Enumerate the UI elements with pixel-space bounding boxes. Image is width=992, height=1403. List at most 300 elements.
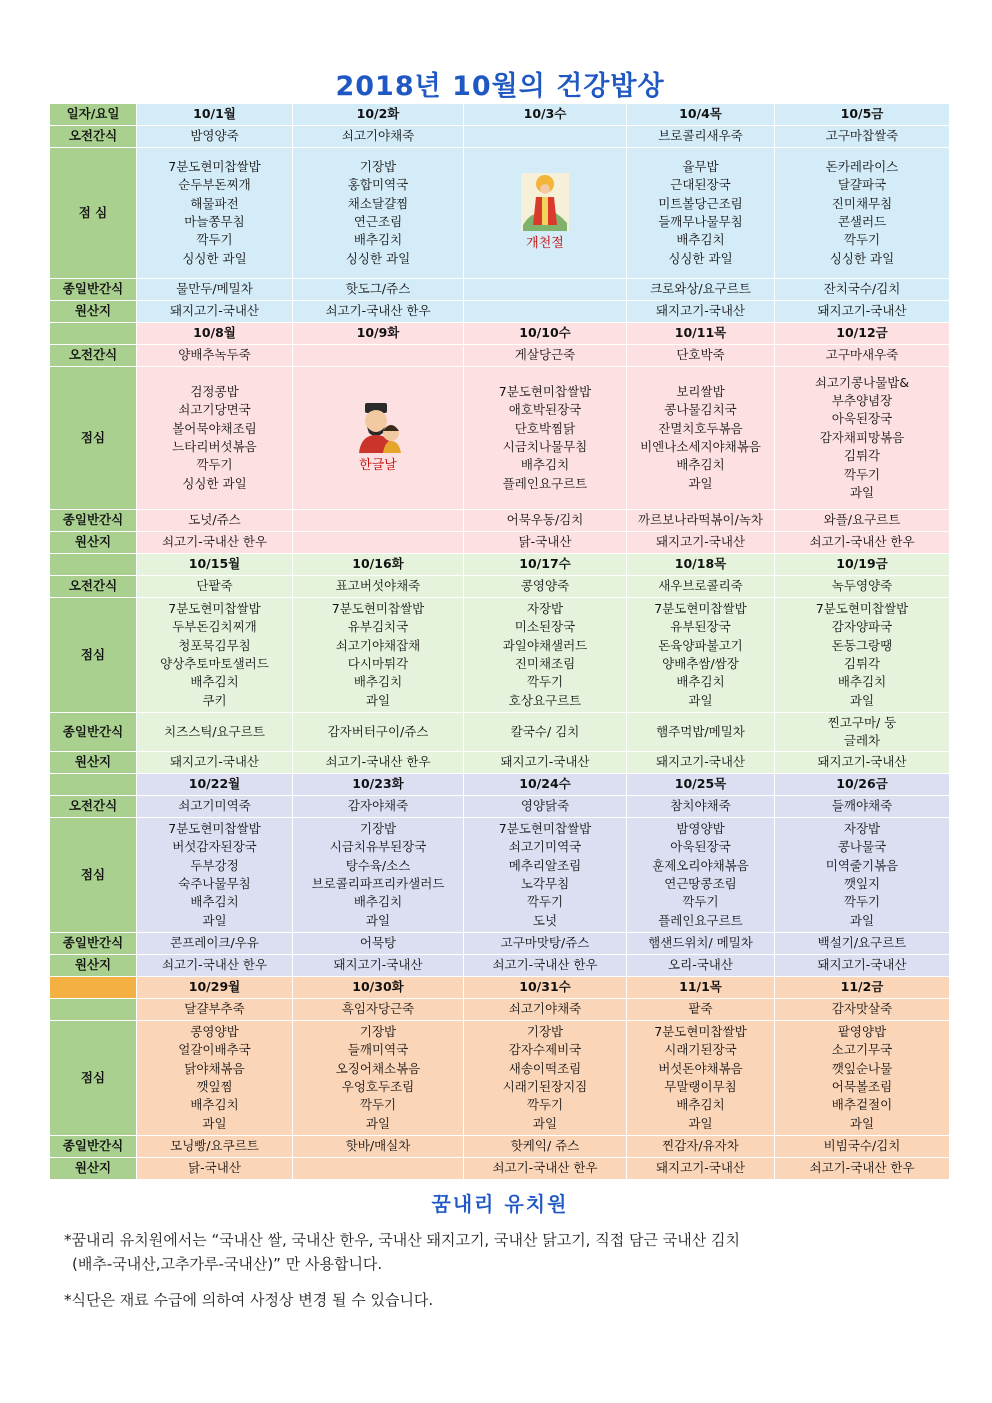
lunch-cell <box>775 598 950 713</box>
menu-item: 과일 <box>532 1115 558 1131</box>
menu-item: 유부김치국 <box>347 619 409 635</box>
row-label: 원산지 <box>50 301 137 323</box>
menu-item: 연근땅콩조림 <box>664 876 737 891</box>
menu-item: 볼어묵야채조림 <box>172 420 257 436</box>
row-label: 점심 <box>50 1021 137 1136</box>
menu-item: 플레인요구르트 <box>658 912 743 928</box>
menu-item: 어묵볼조림 <box>831 1079 893 1094</box>
afternoon-snack-cell <box>293 1136 464 1158</box>
snack-line: 물만두/메밀차 <box>176 281 253 297</box>
menu-item: 과일 <box>688 475 713 491</box>
menu-item: 과일 <box>849 1115 875 1131</box>
menu-item: 호상요구르트 <box>508 692 582 708</box>
menu-item: 홍합미역국 <box>347 177 409 193</box>
row-label: 점심 <box>50 598 137 713</box>
lunch-cell <box>293 598 464 713</box>
menu-item: 자장밥 <box>843 820 881 836</box>
afternoon-snack-cell <box>293 933 464 955</box>
date-header-cell: 10/24수 <box>464 774 627 796</box>
menu-item: 플레인요구르트 <box>502 475 588 491</box>
row-label: 오전간식 <box>50 345 137 367</box>
week-1-lunch-row <box>50 148 950 279</box>
date-header-cell: 10/19금 <box>775 554 950 576</box>
row-label: 원산지 <box>50 1158 137 1180</box>
menu-item: 새송이떡조림 <box>508 1060 582 1076</box>
menu-item: 아욱된장국 <box>831 411 893 427</box>
menu-item: 깍두기 <box>526 674 564 690</box>
menu-item: 쇠고기콩나물밥& <box>814 374 910 390</box>
afternoon-snack-cell <box>464 510 627 532</box>
lunch-cell <box>464 367 627 510</box>
menu-item: 돈육양파불고기 <box>658 637 743 653</box>
lunch-cell <box>293 148 464 279</box>
snack-line: 콘프레이크/우유 <box>170 935 259 951</box>
origin-cell: 닭-국내산 <box>464 532 627 554</box>
menu-item: 싱싱한 과일 <box>668 250 733 266</box>
week-3-lunch-row <box>50 598 950 713</box>
origin-cell: 닭-국내산 <box>137 1158 293 1180</box>
menu-item: 배추김치 <box>676 1097 725 1113</box>
week-2-origin-row <box>50 532 950 554</box>
menu-item: 배추김치 <box>520 457 570 473</box>
menu-item: 노각무침 <box>520 876 570 891</box>
menu-item: 기장밥 <box>359 158 397 174</box>
afternoon-snack-cell <box>293 510 464 532</box>
holiday-name: 한글날 <box>359 457 397 473</box>
menu-item: 감자채피망볶음 <box>819 429 905 445</box>
menu-item: 미역줄기볶음 <box>825 857 899 873</box>
origin-cell: 오리-국내산 <box>627 955 775 977</box>
origin-cell: 돼지고기-국내산 <box>627 301 775 323</box>
menu-item: 마늘쫑무침 <box>184 214 245 229</box>
snack-line: 핫바/매실차 <box>345 1138 411 1154</box>
afternoon-snack-cell <box>464 1136 627 1158</box>
menu-item: 부추양념장 <box>831 392 893 408</box>
week-3-origin-row <box>50 752 950 774</box>
date-header-cell: 10/22월 <box>137 774 293 796</box>
menu-item: 잔멸치호두볶음 <box>658 420 743 436</box>
row-label: 점심 <box>50 818 137 933</box>
week-5-afternoon-snack-row <box>50 1136 950 1158</box>
date-header-cell: 10/31수 <box>464 977 627 999</box>
menu-item: 7분도현미찹쌀밥 <box>331 600 425 616</box>
menu-item: 검정콩밥 <box>190 383 239 399</box>
date-header-cell: 10/26금 <box>775 774 950 796</box>
afternoon-snack-cell <box>627 713 775 752</box>
menu-item: 배추김치 <box>676 232 725 248</box>
week-4-origin-row <box>50 955 950 977</box>
date-header-cell: 10/18목 <box>627 554 775 576</box>
row-label: 점심 <box>50 367 137 510</box>
snack-line: 찐고구마/ 둥 <box>827 714 897 730</box>
page-title: 2018년 10월의 건강밥상 <box>335 71 665 102</box>
morning-snack-cell: 단팥죽 <box>137 576 293 598</box>
menu-item: 배추김치 <box>190 894 239 910</box>
lunch-cell <box>293 1021 464 1136</box>
morning-snack-cell: 감자야채죽 <box>293 796 464 818</box>
menu-item: 돈카레라이스 <box>825 158 899 174</box>
afternoon-snack-cell <box>627 1136 775 1158</box>
origin-cell <box>293 1158 464 1180</box>
menu-item: 양상추토마토샐러드 <box>160 656 269 671</box>
date-header-cell: 10/23화 <box>293 774 464 796</box>
morning-snack-cell: 영양닭죽 <box>464 796 627 818</box>
week-3-morning-snack-row <box>50 576 950 598</box>
lunch-cell <box>293 818 464 933</box>
week-5-date-header-row <box>50 977 950 999</box>
lunch-cell <box>627 598 775 713</box>
morning-snack-cell: 게살당근죽 <box>464 345 627 367</box>
origin-cell: 쇠고기-국내산 한우 <box>464 1158 627 1180</box>
menu-item: 버섯감자된장국 <box>172 839 257 855</box>
holiday-name: 개천절 <box>526 235 564 251</box>
row-label <box>50 774 137 796</box>
menu-item: 시래기된장국 <box>664 1042 737 1058</box>
afternoon-snack-cell <box>775 279 950 301</box>
afternoon-snack-cell <box>137 510 293 532</box>
menu-item: 시금치나물무침 <box>502 439 588 454</box>
menu-item: 미소된장국 <box>514 619 576 635</box>
morning-snack-cell: 쇠고기야채죽 <box>293 126 464 148</box>
lunch-cell <box>464 598 627 713</box>
week-4-afternoon-snack-row <box>50 933 950 955</box>
menu-item: 콩나물국 <box>837 839 887 855</box>
menu-item: 김튀각 <box>843 448 881 464</box>
morning-snack-cell: 달걀부추죽 <box>137 999 293 1021</box>
menu-item: 깍두기 <box>843 466 881 482</box>
snack-line: 핫케익/ 쥬스 <box>510 1138 580 1154</box>
origin-cell <box>293 532 464 554</box>
week-5-lunch-row <box>50 1021 950 1136</box>
morning-snack-cell: 새우브로콜리죽 <box>627 576 775 598</box>
morning-snack-cell: 브로콜리새우죽 <box>627 126 775 148</box>
afternoon-snack-cell <box>775 510 950 532</box>
menu-item: 밤영양밥 <box>676 820 725 836</box>
menu-item: 배추김치 <box>837 674 887 690</box>
origin-cell: 돼지고기-국내산 <box>775 301 950 323</box>
menu-item: 깍두기 <box>526 1097 564 1113</box>
morning-snack-cell: 쇠고기미역죽 <box>137 796 293 818</box>
row-label: 원산지 <box>50 955 137 977</box>
snack-line: 비빔국수/김치 <box>823 1138 901 1154</box>
menu-item: 과일야채샐러드 <box>502 637 588 653</box>
menu-item: 훈제오리야채볶음 <box>652 857 749 873</box>
menu-item: 7분도현미찹쌀밥 <box>168 600 261 616</box>
row-label: 오전간식 <box>50 796 137 818</box>
morning-snack-cell: 밤영양죽 <box>137 126 293 148</box>
row-label <box>50 554 137 576</box>
menu-item: 배추김치 <box>676 674 725 690</box>
lunch-cell <box>627 367 775 510</box>
origin-cell <box>464 301 627 323</box>
menu-item: 유부된장국 <box>670 619 731 635</box>
week-3-afternoon-snack-row <box>50 713 950 752</box>
menu-item: 해물파전 <box>190 195 239 211</box>
afternoon-snack-cell <box>775 933 950 955</box>
afternoon-snack-cell <box>137 933 293 955</box>
menu-item: 과일 <box>365 692 391 708</box>
holiday-cell <box>464 148 627 279</box>
row-label <box>50 323 137 345</box>
menu-item: 단호박찜닭 <box>514 420 576 436</box>
menu-item: 닭야채볶음 <box>184 1060 245 1076</box>
menu-item: 깍두기 <box>196 457 233 473</box>
afternoon-snack-cell <box>137 713 293 752</box>
menu-item: 과일 <box>849 692 875 708</box>
lunch-cell <box>464 1021 627 1136</box>
date-header-cell: 10/16화 <box>293 554 464 576</box>
menu-item: 과일 <box>202 912 227 928</box>
menu-item: 배추김치 <box>676 457 725 473</box>
snack-line: 감자버터구이/쥬스 <box>327 723 429 739</box>
week-4-date-header-row <box>50 774 950 796</box>
afternoon-snack-cell <box>464 279 627 301</box>
date-header-cell: 11/1목 <box>627 977 775 999</box>
morning-snack-cell: 감자맛살죽 <box>775 999 950 1021</box>
menu-item: 콘샐러드 <box>837 214 887 229</box>
origin-cell: 돼지고기-국내산 <box>627 1158 775 1180</box>
week-2-lunch-row <box>50 367 950 510</box>
dangun-figure-icon <box>521 173 569 231</box>
menu-item: 채소달걀찜 <box>347 195 409 211</box>
origin-cell: 돼지고기-국내산 <box>137 752 293 774</box>
menu-item: 무말랭이무침 <box>664 1079 737 1094</box>
morning-snack-cell <box>293 345 464 367</box>
menu-item: 과일 <box>365 1115 391 1131</box>
menu-item: 과일 <box>688 1115 713 1131</box>
menu-item: 율무밥 <box>682 158 719 174</box>
afternoon-snack-cell <box>775 713 950 752</box>
snack-line: 핫도그/쥬스 <box>345 281 411 297</box>
menu-item: 달걀파국 <box>837 177 887 193</box>
lunch-cell <box>627 818 775 933</box>
menu-item: 미트볼당근조림 <box>658 195 743 211</box>
menu-item: 들깨미역국 <box>347 1042 409 1058</box>
lunch-cell <box>137 818 293 933</box>
week-5-origin-row <box>50 1158 950 1180</box>
date-header-cell: 10/4목 <box>627 104 775 126</box>
row-label: 오전간식 <box>50 576 137 598</box>
lunch-cell <box>627 148 775 279</box>
afternoon-snack-cell <box>627 510 775 532</box>
menu-item: 배추겉절이 <box>831 1097 893 1113</box>
snack-line: 크로와상/요구르트 <box>650 281 751 297</box>
origin-cell: 돼지고기-국내산 <box>775 752 950 774</box>
date-header-cell: 10/5금 <box>775 104 950 126</box>
lunch-cell <box>775 367 950 510</box>
menu-item: 진미채조림 <box>514 656 576 671</box>
date-header-cell: 10/11목 <box>627 323 775 345</box>
menu-item: 숙주나물무침 <box>178 876 251 891</box>
menu-item: 연근조림 <box>353 214 403 229</box>
origin-cell: 돼지고기-국내산 <box>293 955 464 977</box>
lunch-cell <box>627 1021 775 1136</box>
menu-item: 과일 <box>365 912 391 928</box>
snack-line: 찐감자/유자차 <box>662 1138 739 1154</box>
menu-item: 배추김치 <box>190 674 239 690</box>
snack-line: 햄주먹밥/메밀차 <box>656 723 745 739</box>
origin-cell: 쇠고기-국내산 한우 <box>293 301 464 323</box>
origin-cell: 돼지고기-국내산 <box>775 955 950 977</box>
afternoon-snack-cell <box>293 279 464 301</box>
menu-item: 과일 <box>202 1115 227 1131</box>
morning-snack-cell: 흑임자당근죽 <box>293 999 464 1021</box>
menu-item: 두부강정 <box>190 857 239 873</box>
row-label <box>50 977 137 999</box>
week-4-lunch-row <box>50 818 950 933</box>
morning-snack-cell: 들깨야채죽 <box>775 796 950 818</box>
menu-item: 쇠고기야채잡채 <box>335 637 421 653</box>
menu-item: 근대된장국 <box>670 177 731 193</box>
menu-item: 기장밥 <box>359 820 397 836</box>
date-header-cell: 10/2화 <box>293 104 464 126</box>
afternoon-snack-cell <box>137 279 293 301</box>
menu-item: 탕수육/소스 <box>345 857 411 873</box>
menu-item: 싱싱한 과일 <box>829 250 895 266</box>
row-label: 일자/요일 <box>50 104 137 126</box>
snack-line: 치즈스틱/요구르트 <box>164 723 265 739</box>
snack-line: 잔치국수/김치 <box>823 281 901 297</box>
menu-item: 감자수제비국 <box>508 1042 582 1058</box>
snack-line: 까르보나라떡볶이/녹차 <box>638 512 763 528</box>
afternoon-snack-cell <box>775 1136 950 1158</box>
menu-item: 얼갈이배추국 <box>178 1042 251 1058</box>
week-4-morning-snack-row <box>50 796 950 818</box>
origin-cell: 돼지고기-국내산 <box>627 532 775 554</box>
change-note: *식단은 재료 수급에 의하여 사정상 변경 될 수 있습니다. <box>64 1291 434 1309</box>
menu-item: 감자양파국 <box>831 619 893 635</box>
morning-snack-cell: 팥죽 <box>627 999 775 1021</box>
menu-item: 순두부돈찌개 <box>178 177 251 193</box>
lunch-cell <box>775 148 950 279</box>
week-1-date-header-row <box>50 104 950 126</box>
row-label: 오전간식 <box>50 126 137 148</box>
morning-snack-cell <box>464 126 627 148</box>
row-label: 원산지 <box>50 532 137 554</box>
menu-item: 기장밥 <box>359 1023 397 1039</box>
date-header-cell: 10/15월 <box>137 554 293 576</box>
lunch-cell <box>775 1021 950 1136</box>
date-header-cell: 10/3수 <box>464 104 627 126</box>
row-label: 종일반간식 <box>50 279 137 301</box>
origin-cell: 쇠고기-국내산 한우 <box>137 532 293 554</box>
origin-cell: 쇠고기-국내산 한우 <box>137 955 293 977</box>
morning-snack-cell: 양배추녹두죽 <box>137 345 293 367</box>
week-5-morning-snack-row <box>50 999 950 1021</box>
menu-item: 돈동그랑땡 <box>831 637 893 653</box>
row-label: 종일반간식 <box>50 1136 137 1158</box>
holiday-cell <box>293 367 464 510</box>
menu-item: 진미채무침 <box>831 195 893 211</box>
morning-snack-cell: 쇠고기야채죽 <box>464 999 627 1021</box>
afternoon-snack-cell <box>627 279 775 301</box>
snack-line: 어묵탕 <box>359 935 397 951</box>
menu-item: 7분도현미찹쌀밥 <box>498 383 592 399</box>
menu-item: 깻잎지 <box>843 876 881 891</box>
origin-cell: 쇠고기-국내산 한우 <box>464 955 627 977</box>
afternoon-snack-cell <box>464 713 627 752</box>
menu-item: 배추김치 <box>353 894 403 910</box>
date-header-cell: 10/12금 <box>775 323 950 345</box>
menu-item: 두부돈김치찌개 <box>172 619 257 635</box>
afternoon-snack-cell <box>137 1136 293 1158</box>
morning-snack-cell: 단호박죽 <box>627 345 775 367</box>
menu-item: 다시마튀각 <box>347 656 409 671</box>
snack-line: 백설기/요구르트 <box>817 935 907 951</box>
row-label: 원산지 <box>50 752 137 774</box>
week-1-morning-snack-row <box>50 126 950 148</box>
afternoon-snack-cell <box>627 933 775 955</box>
menu-item: 배추김치 <box>190 1097 239 1113</box>
snack-line: 햄샌드위치/ 메밀차 <box>648 935 753 951</box>
morning-snack-cell: 표고버섯야채죽 <box>293 576 464 598</box>
snack-line: 글레차 <box>843 733 881 748</box>
date-header-cell: 10/17수 <box>464 554 627 576</box>
menu-item: 깍두기 <box>526 894 564 910</box>
menu-item: 콩영양밥 <box>190 1023 239 1039</box>
menu-item: 7분도현미찹쌀밥 <box>654 600 747 616</box>
menu-item: 배추김치 <box>353 232 403 248</box>
week-1-origin-row <box>50 301 950 323</box>
menu-item: 시래기된장지짐 <box>502 1079 588 1094</box>
menu-item: 도넛 <box>532 912 558 928</box>
menu-item: 싱싱한 과일 <box>182 475 247 491</box>
origin-cell: 돼지고기-국내산 <box>464 752 627 774</box>
school-name: 꿈내리 유치원 <box>431 1192 569 1216</box>
origin-cell: 쇠고기-국내산 한우 <box>775 1158 950 1180</box>
lunch-cell <box>464 818 627 933</box>
date-header-cell: 10/9화 <box>293 323 464 345</box>
menu-item: 청포묵김무침 <box>178 637 251 653</box>
lunch-cell <box>137 598 293 713</box>
menu-item: 쇠고기당면국 <box>178 402 251 418</box>
menu-item: 깍두기 <box>359 1097 397 1113</box>
snack-line: 칼국수/ 김치 <box>510 723 580 739</box>
menu-item: 보리쌀밥 <box>676 383 725 399</box>
menu-item: 과일 <box>849 485 875 501</box>
menu-table <box>49 103 950 1180</box>
menu-item: 7분도현미찹쌀밥 <box>498 820 592 836</box>
menu-item: 깻잎순나물 <box>831 1060 893 1076</box>
lunch-cell <box>775 818 950 933</box>
snack-line: 도넛/쥬스 <box>188 512 241 528</box>
menu-item: 아욱된장국 <box>670 839 731 855</box>
date-header-cell: 10/10수 <box>464 323 627 345</box>
origin-cell: 쇠고기-국내산 한우 <box>775 532 950 554</box>
week-1-afternoon-snack-row <box>50 279 950 301</box>
snack-line: 와플/요구르트 <box>823 512 901 528</box>
row-label: 종일반간식 <box>50 510 137 532</box>
menu-item: 콩나물김치국 <box>664 402 737 418</box>
menu-item: 싱싱한 과일 <box>345 250 411 266</box>
menu-item: 김튀각 <box>843 656 881 671</box>
menu-item: 브로콜리파프리카샐러드 <box>311 876 445 891</box>
snack-line: 모닝빵/요쿠르트 <box>170 1138 259 1154</box>
row-label: 종일반간식 <box>50 713 137 752</box>
row-label: 종일반간식 <box>50 933 137 955</box>
menu-item: 기장밥 <box>526 1023 564 1039</box>
origin-cell: 돼지고기-국내산 <box>627 752 775 774</box>
origin-note-line-1: *꿈내리 유치원에서는 “국내산 쌀, 국내산 한우, 국내산 돼지고기, 국내산 닭고기, 직접 담근 국내산 김치 <box>64 1231 740 1249</box>
lunch-cell <box>137 1021 293 1136</box>
date-header-cell: 10/1월 <box>137 104 293 126</box>
menu-item: 양배추쌈/쌈장 <box>662 656 739 671</box>
menu-item: 애호박된장국 <box>508 402 582 418</box>
lunch-cell <box>137 148 293 279</box>
date-header-cell: 10/29월 <box>137 977 293 999</box>
menu-item: 깍두기 <box>843 232 881 248</box>
menu-item: 7분도현미찹쌀밥 <box>168 158 261 174</box>
